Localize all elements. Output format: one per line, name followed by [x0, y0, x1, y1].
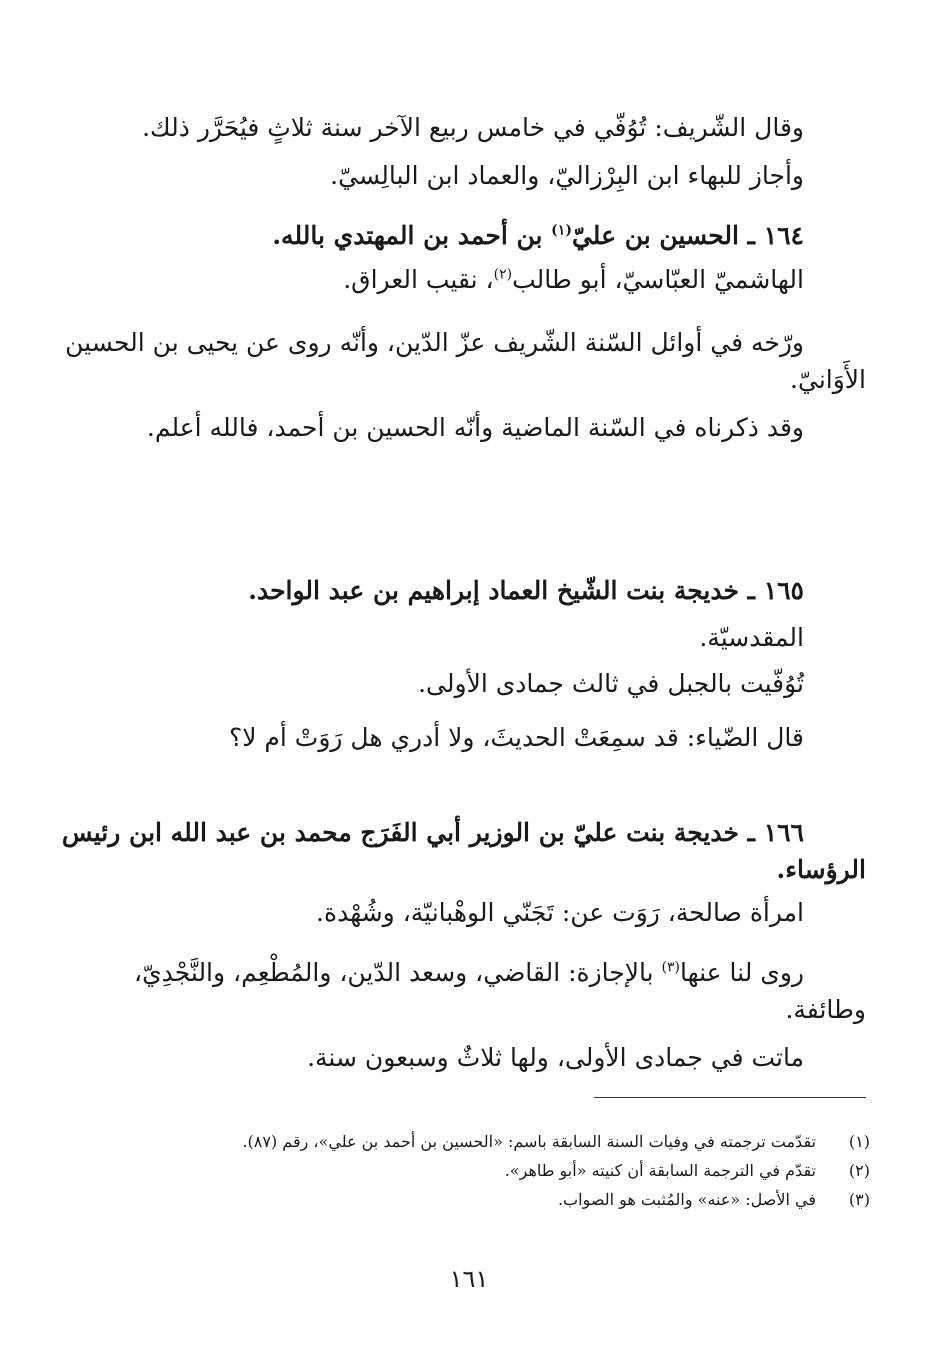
- entry-166-title: ١٦٦ ـ خديجة بنت عليّ بن الوزير أبي الفَرَج محمد بن عبد الله ابن رئيس: [61, 818, 804, 847]
- footnote-number: (٣): [848, 1190, 870, 1209]
- entry-164-line: الأَوَانيّ.: [790, 365, 866, 394]
- footnote-ref-1: (١): [551, 222, 572, 239]
- footnote-divider: [594, 1097, 866, 1098]
- footnote-number: (١): [848, 1132, 870, 1151]
- entry-166-text: بالإجازة: القاضي، وسعد الدّين، والمُطْعِم، والنَّجْدِيّ،: [134, 958, 662, 987]
- footnote-text: تقدّم في الترجمة السابقة أن كنيته «أبو طاهر».: [504, 1161, 816, 1180]
- entry-166-line: امرأة صالحة، رَوَت عن: تَجَنّي الوهْبانيّة، وشُهْدة.: [316, 898, 804, 927]
- page-number: ١٦١: [449, 1265, 489, 1293]
- entry-166-line: ماتت في جمادى الأولى، ولها ثلاثٌ وسبعون سنة.: [307, 1043, 804, 1072]
- footnote: [505, 1159, 870, 1183]
- footnote-ref-2: (٢): [493, 266, 513, 283]
- entry-164-text: الهاشميّ العبّاسيّ، أبو طالب: [512, 265, 804, 294]
- footnote-number: (٢): [848, 1161, 870, 1180]
- entry-166-line: [134, 955, 804, 991]
- entry-165-line: قال الضّياء: قد سمِعَتْ الحديثَ، ولا أدري هل رَوَتْ أم لا؟: [228, 723, 804, 752]
- entry-164-title-end: بن أحمد بن المهتدي بالله.: [272, 221, 552, 250]
- entry-164-text: ، نقيب العراق.: [343, 265, 494, 294]
- entry-164-line: [343, 262, 804, 298]
- text-line: وقال الشّريف: تُوُفّي في خامس ربيع الآخر سنة ثلاثٍ فيُحَرَّر ذلك.: [142, 113, 804, 142]
- entry-165-title: ١٦٥ ـ خديجة بنت الشّيخ العماد إبراهيم بن عبد الواحد.: [248, 576, 804, 605]
- entry-166-line: وطائفة.: [785, 995, 866, 1024]
- text-line: وأجاز للبهاء ابن البِرْزاليّ، والعماد ابن البالِسيّ.: [330, 161, 804, 190]
- entry-166-text: روى لنا عنها: [680, 958, 804, 987]
- footnote-text: تقدّمت ترجمته في وفيات السنة السابقة باسم: «الحسين بن أحمد بن علي»، رقم (٨٧).: [242, 1132, 816, 1151]
- entry-165-line: المقدسيّة.: [699, 623, 804, 652]
- entry-164-line: ورّخه في أوائل السّنة الشّريف عزّ الدّين، وأنّه روى عن يحيى بن الحسين: [65, 328, 804, 357]
- entry-165-line: تُوُفّيت بالجبل في ثالث جمادى الأولى.: [418, 669, 804, 698]
- footnote: [558, 1188, 870, 1212]
- footnote-ref-3: (٣): [661, 959, 680, 976]
- footnote-text: في الأصل: «عنه» والمُثبت هو الصواب.: [557, 1190, 816, 1209]
- entry-164-title: [272, 218, 804, 254]
- footnote: [242, 1130, 870, 1154]
- entry-164-line: وقد ذكرناه في السّنة الماضية وأنّه الحسين بن أحمد، فالله أعلم.: [146, 413, 804, 442]
- entry-164-title-start: ١٦٤ ـ الحسين بن عليّ: [571, 221, 804, 250]
- entry-166-title: الرؤساء.: [776, 855, 866, 884]
